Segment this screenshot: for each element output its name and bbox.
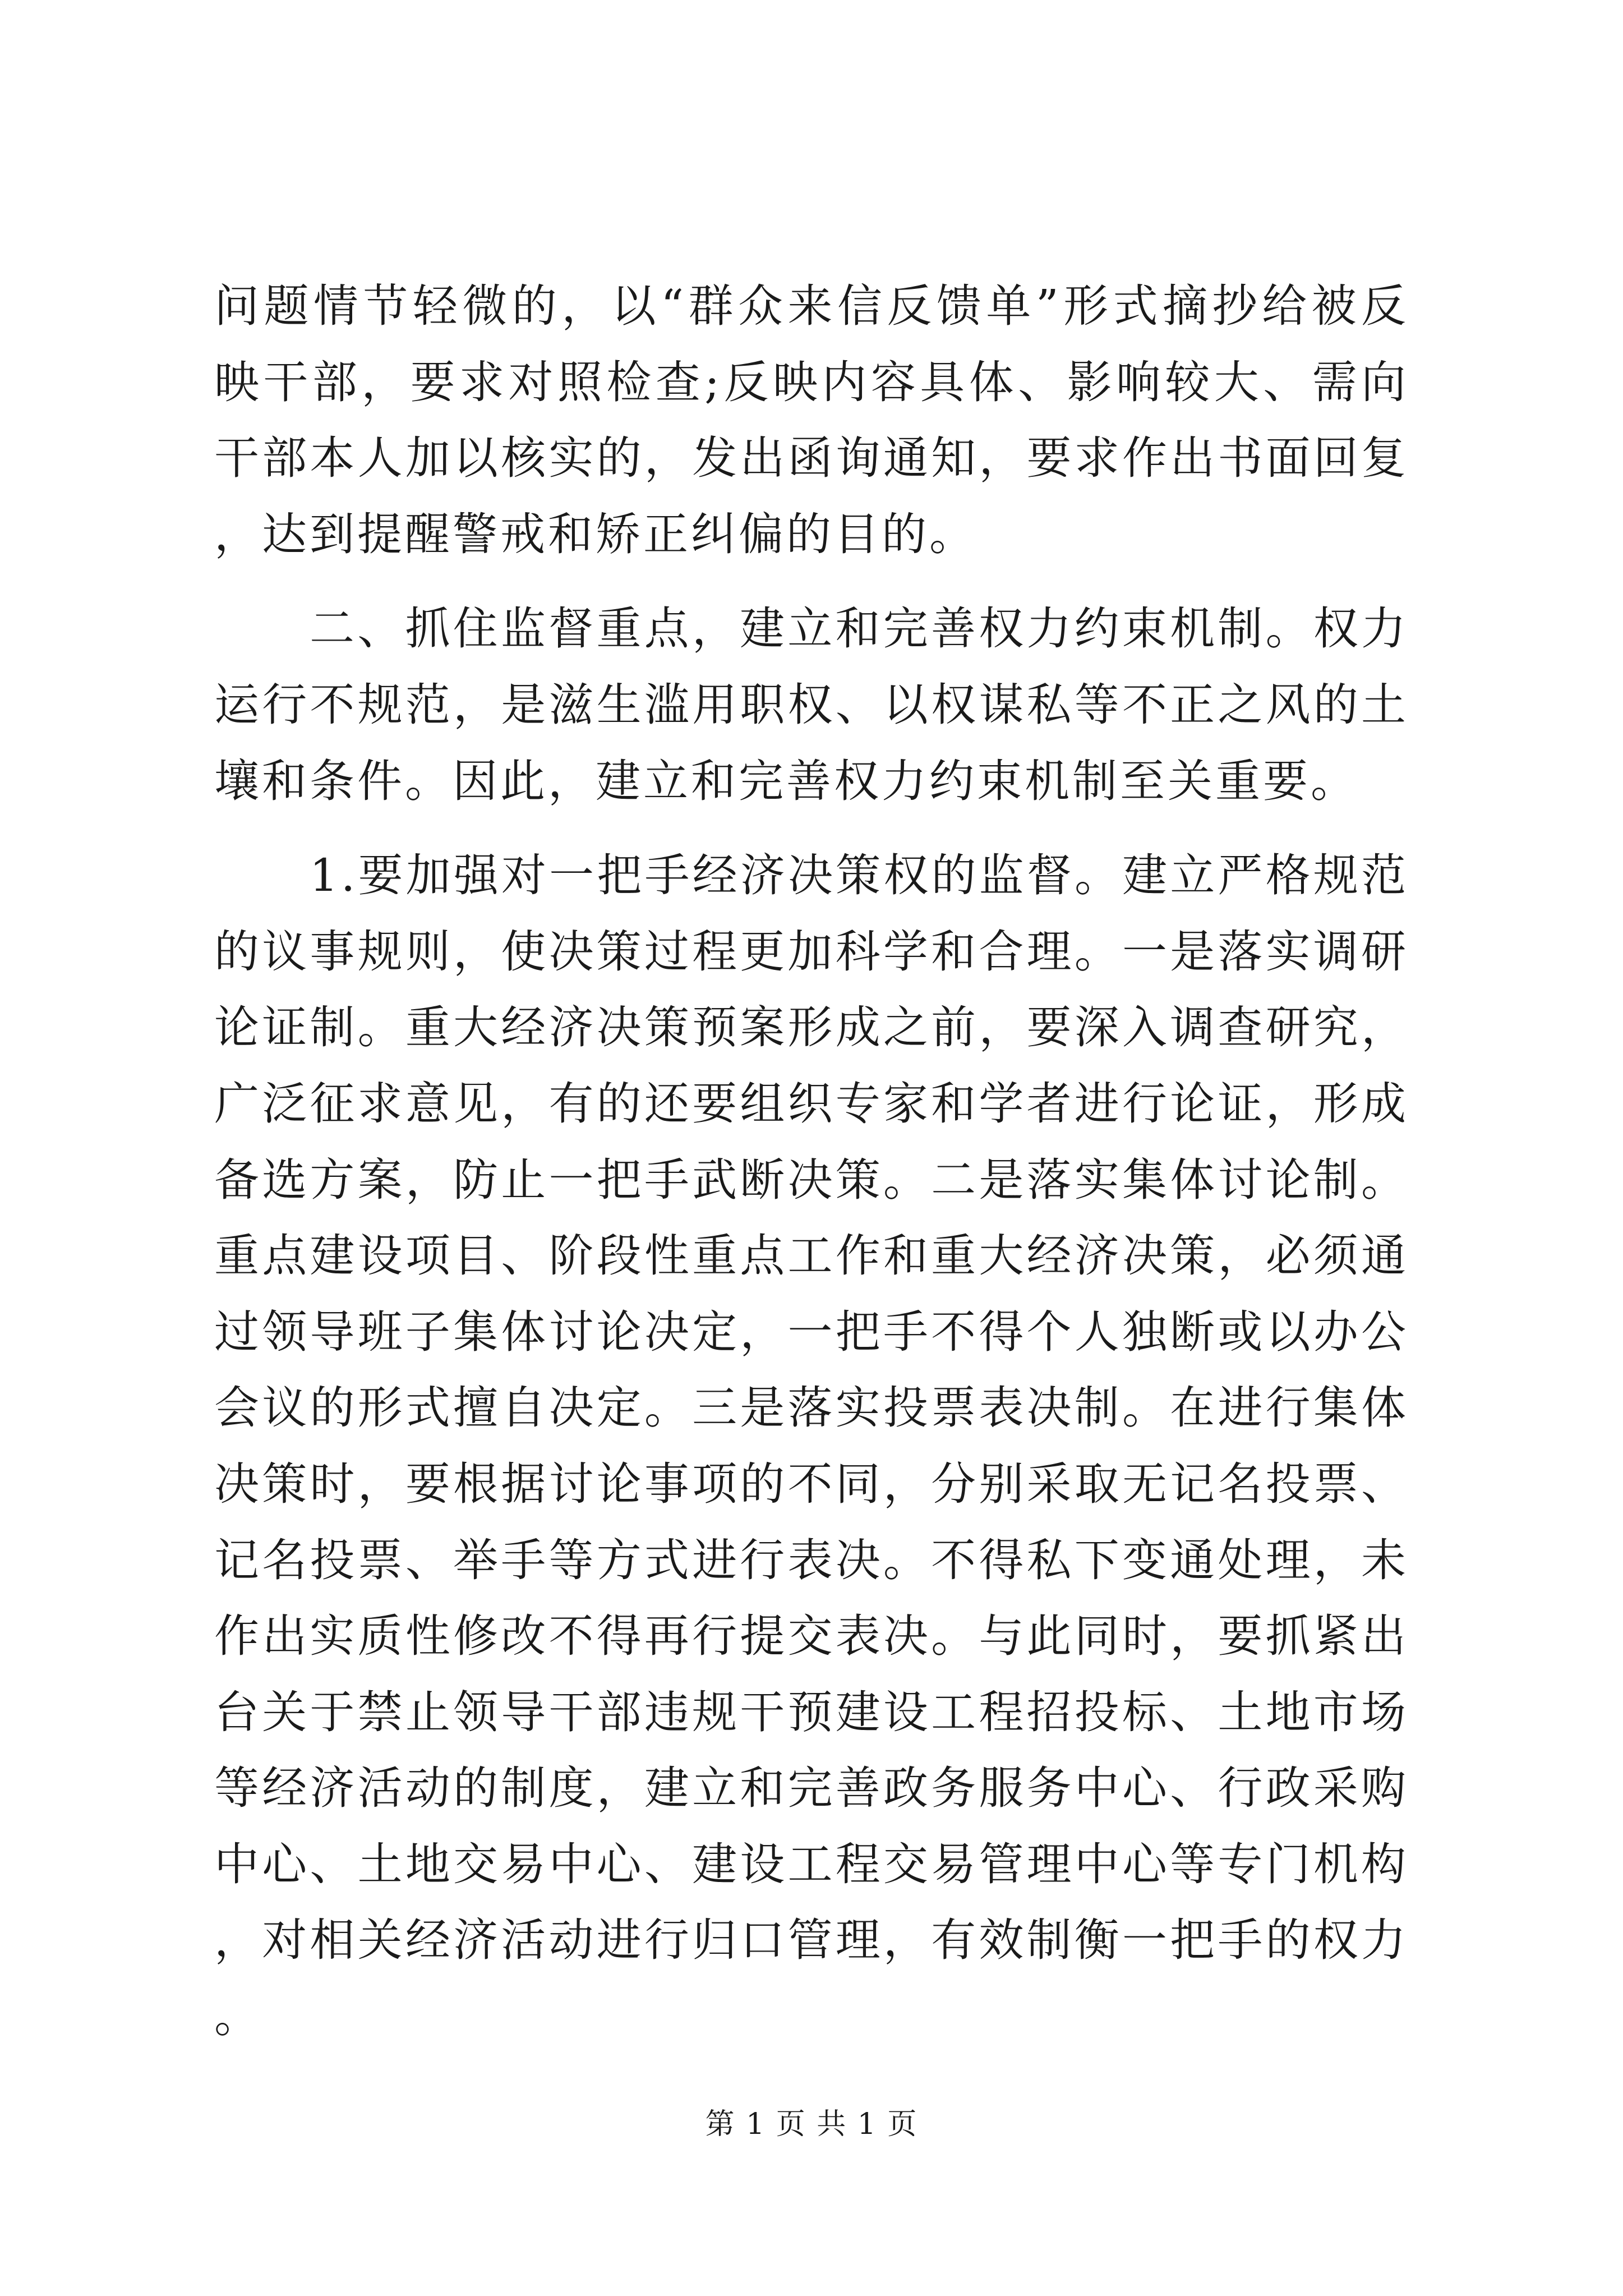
paragraph-item-one: 1.要加强对一把手经济决策权的监督。建立严格规范的议事规则，使决策过程更加科学和合理。一是落实调研论证制。重大经济决策预案形成之前，要深入调查研究，广泛征求意见，有的还要组织专家和学者进行论证，形成备选方案，防止一把手武断决策。二是落实集体讨论制。重点建设项目、阶段性重点工作和重大经济决策，必须通过领导班子集体讨论决定，一把手不得个人独断或以办公会议的形式擅自决定。三是落实投票表决制。在进行集体决策时，要根据讨论事项的不同，分别采取无记名投票、记名投票、举手等方式进行表决。不得私下变通处理，未作出实质性修改不得再行提交表决。与此同时，要抓紧出台关于禁止领导干部违规干预建设工程招投标、土地市场等经济活动的制度，建立和完善政务服务中心、行政采购中心、土地交易中心、建设工程交易管理中心等专门机构，对相关经济活动进行归口管理，有效制衡一把手的权力。 [214,849,1409,2043]
page-footer: 第 1 页 共 1 页 [705,2108,918,2141]
paragraph-section-two: 二、抓住监督重点，建立和完善权力约束机制。权力运行不规范，是滋生滥用职权、以权谋私等不正之风的土壤和条件。因此，建立和完善权力约束机制至关重要。 [214,602,1409,807]
paragraph-continuation: 问题情节轻微的，以“群众来信反馈单”形式摘抄给被反映干部，要求对照检查;反映内容具体、影响较大、需向干部本人加以核实的，发出函询通知，要求作出书面回复，达到提醒警戒和矫正纠偏的目的。 [214,280,1409,560]
document-body [214,268,1409,2073]
